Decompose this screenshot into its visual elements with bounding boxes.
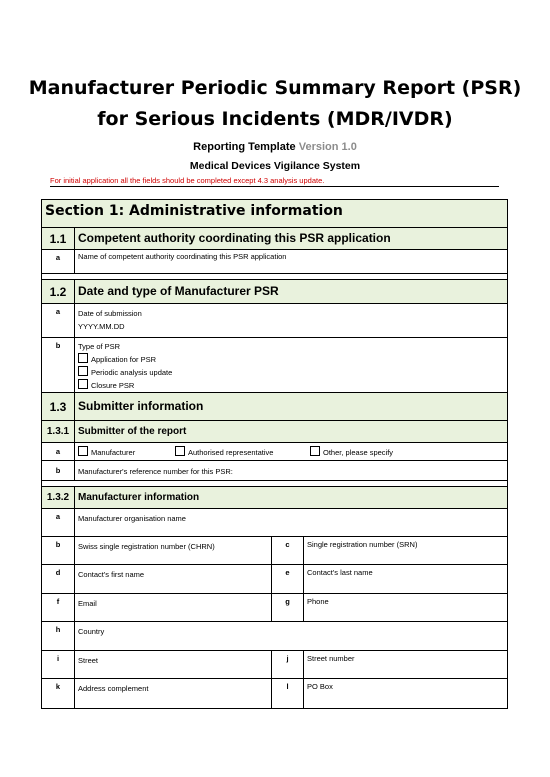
field-label: Single registration number (SRN) [307,540,418,549]
field-row-submitter-type [42,443,507,461]
field-letter: c [271,537,304,564]
field-letter: h [42,622,75,650]
field-label: Date of submission [78,309,142,318]
field-letter: a [42,250,75,273]
field-letter: i [42,651,75,678]
template-version: Version 1.0 [298,141,357,153]
field-label: Email [78,599,97,608]
option-label: Application for PSR [91,355,157,364]
option-label: Manufacturer [91,448,136,457]
field-letter: b [42,537,75,564]
field-label: Name of competent authority coordinating this PSR application [78,252,287,261]
field-row-psr-type [42,338,507,393]
field-label: Street [78,656,99,665]
checkbox[interactable] [78,353,88,363]
subsection-title: Competent authority coordinating this PSR application [78,231,391,245]
subsection-title: Manufacturer information [78,492,200,503]
option-label: Authorised representative [188,448,274,457]
subsection-number: 1.3.2 [42,487,75,508]
field-label: Manufacturer organisation name [78,514,186,523]
field-label: Address complement [78,684,149,693]
field-label: Phone [307,597,329,606]
field-label: Manufacturer's reference number for this PSR: [78,467,233,476]
field-row-submission-date[interactable] [42,304,507,338]
field-label: PO Box [307,682,333,691]
report-title-line-2: for Serious Incidents (MDR/IVDR) [97,108,453,130]
subsection-number: 1.2 [42,280,75,303]
field-row-address[interactable] [42,679,507,708]
subsection-1-3-1-header [42,421,507,443]
template-label [0,141,550,153]
field-row-contact-name[interactable] [42,565,507,594]
subsection-number: 1.1 [42,228,75,249]
checkbox[interactable] [78,366,88,376]
field-letter: b [42,461,75,480]
field-letter: l [271,679,304,708]
option-manufacturer[interactable] [78,446,135,457]
option-label: Closure PSR [91,381,135,390]
checkbox[interactable] [175,446,185,456]
field-label: Swiss single registration number (CHRN) [78,542,215,551]
option-periodic-update[interactable] [78,366,172,377]
field-letter: j [271,651,304,678]
header-divider [50,186,499,187]
option-other[interactable] [310,446,393,457]
field-label: Country [78,627,105,636]
field-label: Contact's last name [307,568,373,577]
field-letter: a [42,443,75,460]
option-application[interactable] [78,353,156,364]
field-row-street[interactable] [42,651,507,679]
field-label: Street number [307,654,355,663]
field-letter: e [271,565,304,593]
section-1-header [42,200,507,228]
field-label: Type of PSR [78,342,121,351]
field-letter: a [42,304,75,337]
field-row-organisation-name[interactable] [42,509,507,537]
subsection-1-1-header [42,228,507,250]
field-label: Contact's first name [78,570,145,579]
instruction-note: For initial application all the fields should be completed except 4.3 analysis update. [50,176,325,185]
field-row-reference-number[interactable] [42,461,507,481]
field-letter: b [42,338,75,392]
report-title-line-1: Manufacturer Periodic Summary Report (PSR) [28,77,522,99]
subsection-number: 1.3 [42,393,75,420]
field-letter: g [271,594,304,621]
checkbox[interactable] [310,446,320,456]
option-closure[interactable] [78,379,134,390]
subsection-title: Submitter of the report [78,426,187,437]
subsection-1-2-header [42,280,507,304]
option-label: Periodic analysis update [91,368,173,377]
subsection-title: Submitter information [78,399,204,413]
field-row-email-phone[interactable] [42,594,507,622]
field-letter: f [42,594,75,621]
subsection-1-3-header [42,393,507,421]
subsection-1-3-2-header [42,487,507,509]
option-authorised-representative[interactable] [175,446,273,457]
field-letter: d [42,565,75,593]
administrative-form [41,199,508,709]
section-1-title: Section 1: Administrative information [45,203,343,219]
subsection-number: 1.3.1 [42,421,75,442]
field-letter: a [42,509,75,536]
checkbox[interactable] [78,446,88,456]
date-input[interactable]: YYYY.MM.DD [78,322,125,331]
checkbox[interactable] [78,379,88,389]
field-letter: k [42,679,75,708]
field-row-registration-numbers[interactable] [42,537,507,565]
field-row-country[interactable] [42,622,507,651]
option-label: Other, please specify [323,448,394,457]
subsection-title: Date and type of Manufacturer PSR [78,284,279,298]
field-row-competent-authority[interactable] [42,250,507,274]
system-name: Medical Devices Vigilance System [189,160,361,172]
template-name: Reporting Template [193,141,296,153]
